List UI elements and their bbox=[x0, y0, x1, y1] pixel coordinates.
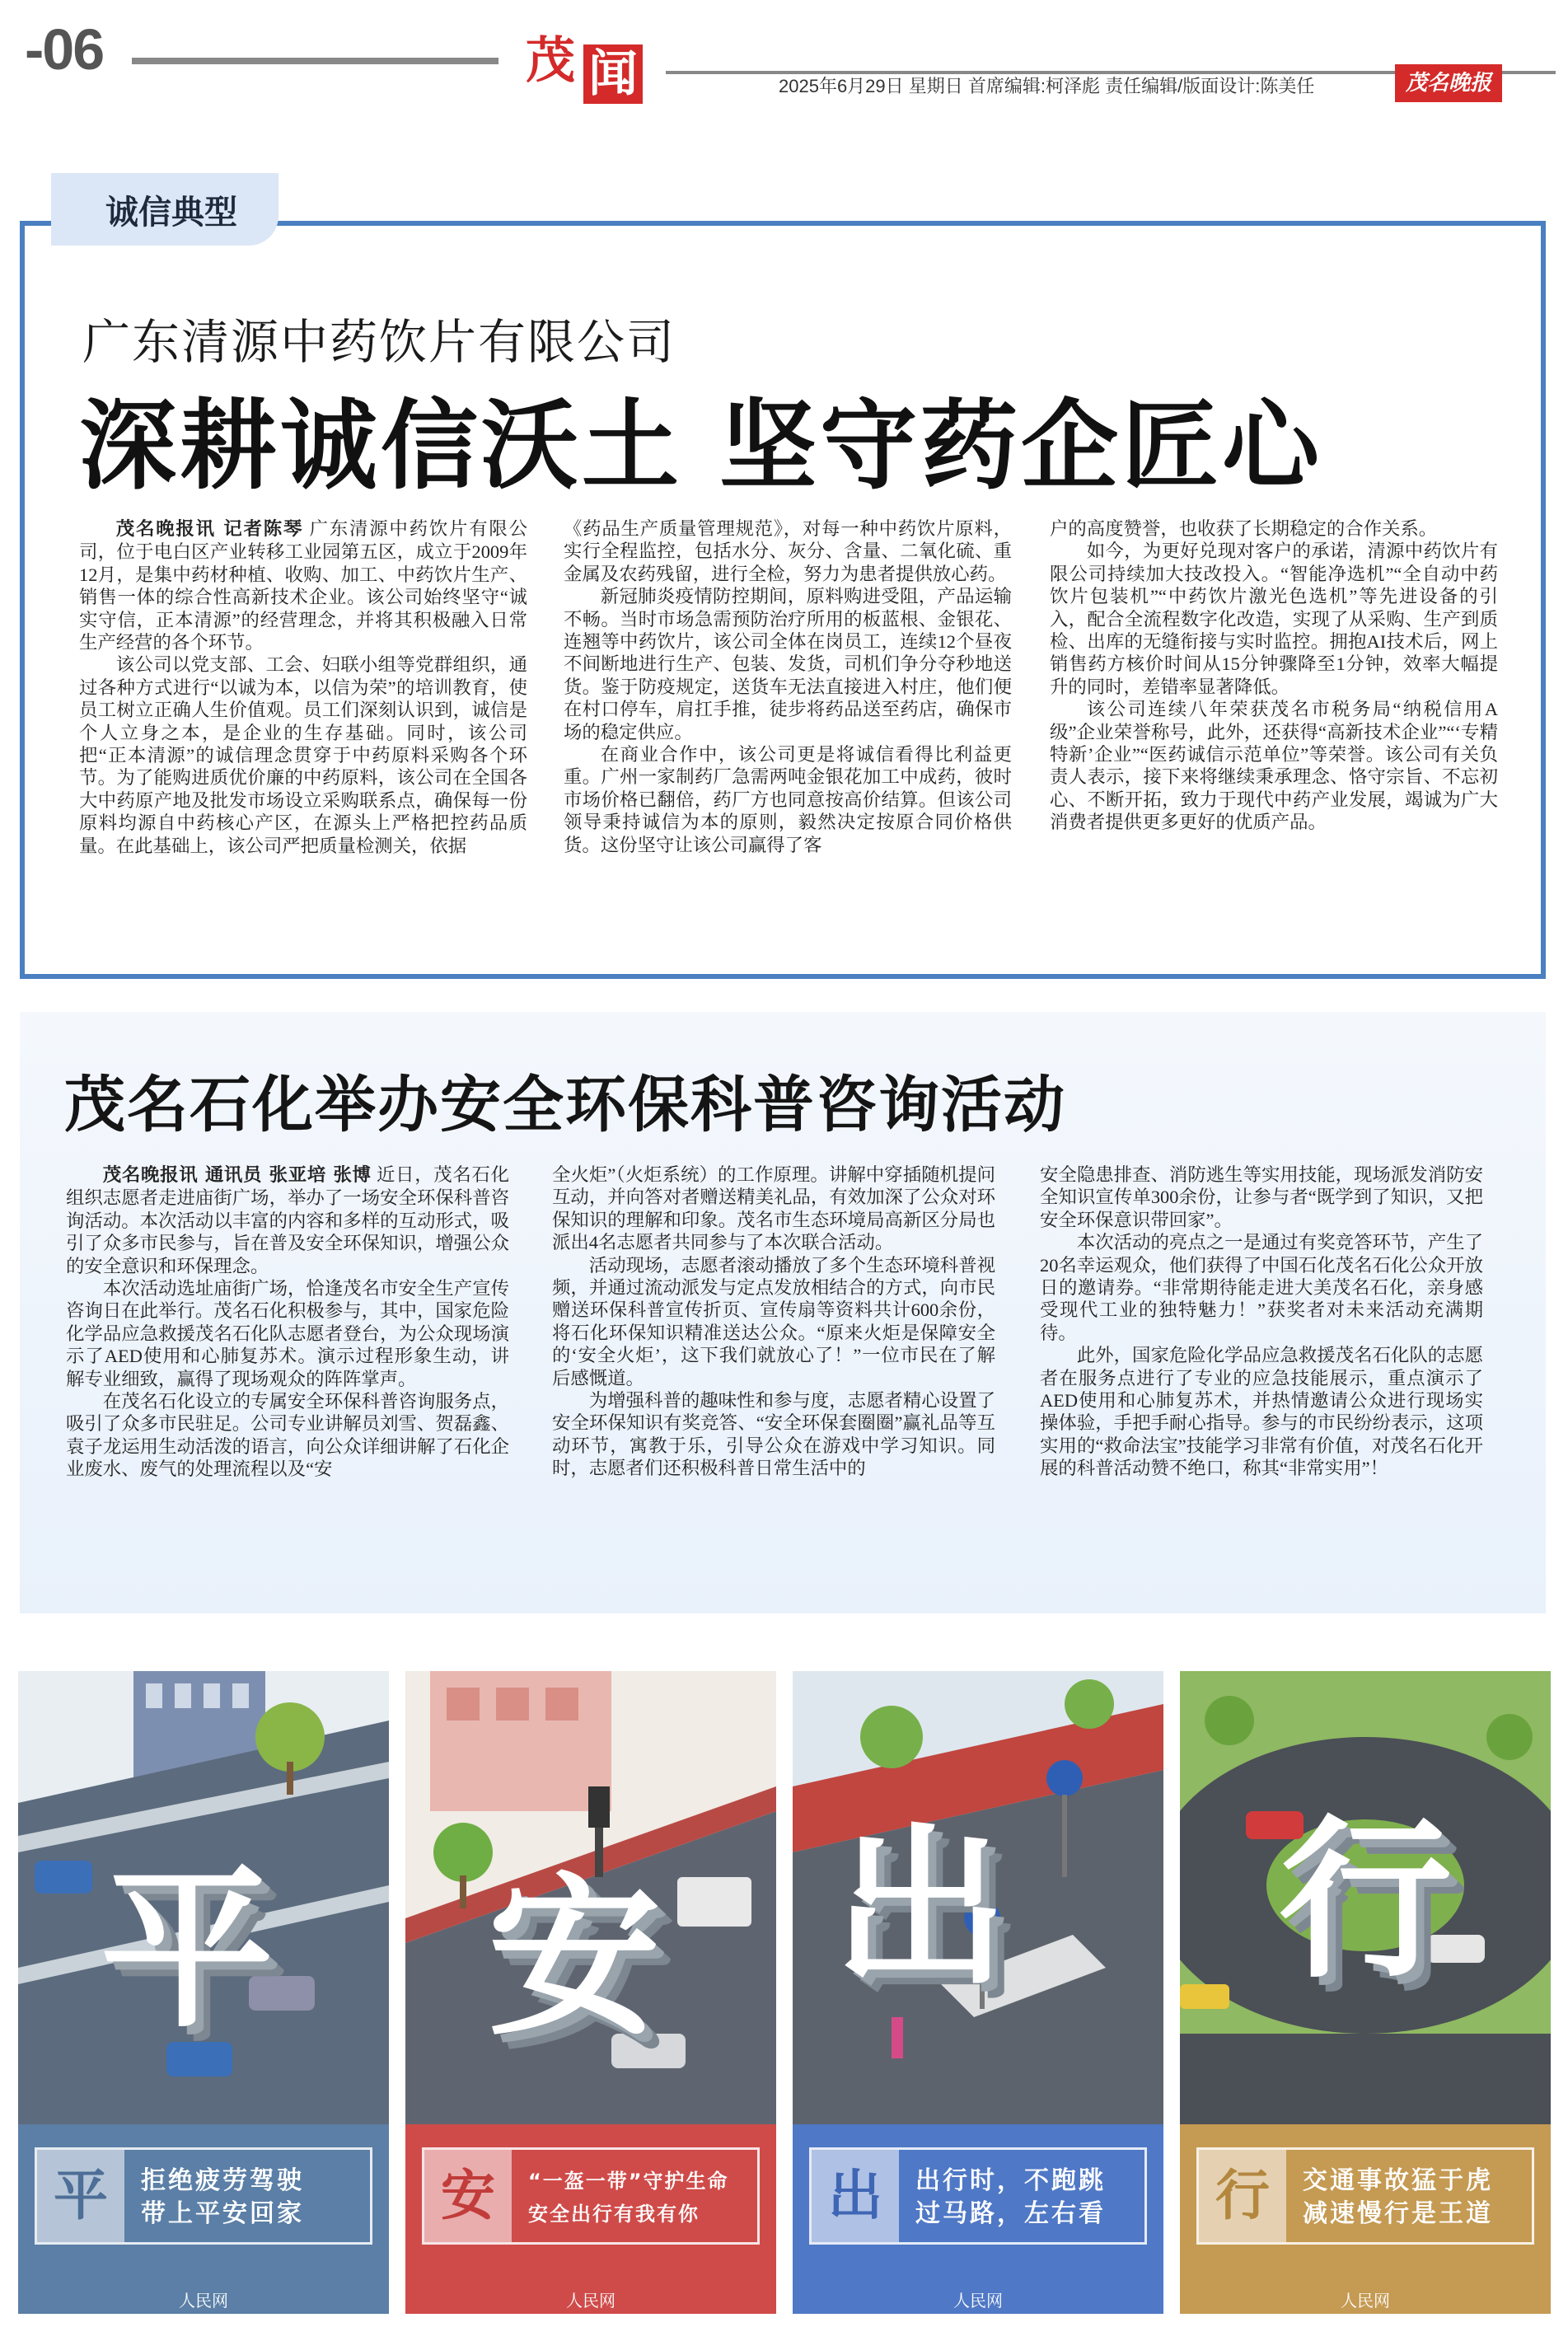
safety-poster-1 bbox=[18, 1671, 389, 2314]
paragraph: 在商业合作中，该公司更是将诚信看得比利益更重。广州一家制药厂急需两吨金银花加工中成药，彼时市场价格已翻倍，药厂方也同意按高价结算。但该公司领导秉持诚信为本的原则，毅然决定按原合同价格供货。这份坚守让该公司赢得了客 bbox=[564, 744, 1012, 855]
article-2-column-3 bbox=[1040, 1164, 1483, 1480]
paragraph: 广东清源中药饮片有限公司，位于电白区产业转移工业园第五区，成立于2009年12月，是集中药材种植、收购、加工、中药饮片生产、销售一体的综合性高新技术企业。该公司始终坚守“诚实守信，正本清源”的经营理念，并将其积极融入日常生产经营的各个环节。 bbox=[79, 518, 528, 653]
article-1-column-2 bbox=[564, 517, 1012, 856]
poster-caption-band bbox=[405, 2124, 776, 2314]
poster-slogan-card bbox=[35, 2147, 372, 2245]
paragraph: 该公司连续八年荣获茂名市税务局“纳税信用A级”企业荣誉称号，此外，还获得“高新技术企业”“‘专精特新’企业”“医药诚信示范单位”等荣誉。该公司有关负责人表示，接下来将继续秉承理念、恪守宗旨、不忘初心、不断开拓，致力于现代中药产业发展，竭诚为广大消费者提供更多更好的优质产品。 bbox=[1050, 699, 1498, 833]
people-daily-logo: 人民网 bbox=[1341, 2292, 1390, 2311]
people-daily-logo: 人民网 bbox=[953, 2292, 1003, 2311]
poster-char: 出 bbox=[812, 2150, 899, 2242]
paragraph: 如今，为更好兑现对客户的承诺，清源中药饮片有限公司持续加大技改投入。“智能净选机”“全自动中药饮片包装机”“中药饮片激光色选机”等先进设备的引入，配合全流程数字化改造，实现了从采购、生产到质检、出库的无缝衔接与实时监控。拥抱AI技术后，网上销售药方核价时间从15分钟骤降至1分钟，效率大幅提升的同时，差错率显著降低。 bbox=[1050, 541, 1498, 697]
poster-slogan bbox=[915, 2165, 1146, 2231]
issue-info: 2025年6月29日 星期日 首席编辑:柯泽彪 责任编辑/版面设计:陈美任 bbox=[779, 76, 1315, 96]
slogan-line-1: “一盔一带”守护生命 bbox=[528, 2170, 729, 2193]
section-char-2: 闻 bbox=[583, 44, 643, 104]
section-name bbox=[521, 26, 646, 105]
column-tag bbox=[51, 173, 278, 246]
poster-caption-band bbox=[1180, 2124, 1551, 2314]
paragraph: 安全隐患排查、消防逃生等实用技能，现场派发消防安全知识宣传单300余份，让参与者“既学到了知识，又把安全环保意识带回家”。 bbox=[1040, 1164, 1483, 1230]
poster-caption-band bbox=[793, 2124, 1163, 2314]
safety-poster-3 bbox=[793, 1671, 1163, 2314]
poster-graphic-char: 出 bbox=[834, 1808, 1008, 2010]
slogan-line-2: 带上平安回家 bbox=[141, 2199, 304, 2228]
slogan-line-1: 交通事故猛于虎 bbox=[1303, 2166, 1493, 2195]
poster-slogan bbox=[141, 2165, 372, 2231]
slogan-line-1: 拒绝疲劳驾驶 bbox=[141, 2166, 304, 2195]
paragraph: 为增强科普的趣味性和参与度，志愿者精心设置了安全环保知识有奖竞答、“安全环保套圈圈”赢礼品等互动环节，寓教于乐，引导公众在游戏中学习知识。同时，志愿者们还积极科普日常生活中的 bbox=[552, 1390, 995, 1479]
paragraph: 户的高度赞誉，也收获了长期稳定的合作关系。 bbox=[1050, 518, 1438, 539]
article-1-byline: 茂名晚报讯 记者陈琴 bbox=[115, 518, 304, 540]
article-2-column-2 bbox=[552, 1164, 995, 1480]
slogan-line-2: 过马路，左右看 bbox=[915, 2199, 1106, 2228]
slogan-line-1: 出行时，不跑跳 bbox=[915, 2166, 1106, 2195]
safety-poster-4 bbox=[1180, 1671, 1551, 2314]
section-char-1: 茂 bbox=[526, 32, 575, 90]
poster-slogan bbox=[1303, 2165, 1533, 2231]
paragraph: 新冠肺炎疫情防控期间，原料购进受阻，产品运输不畅。当时市场急需预防治疗所用的板蓝根、金银花、连翘等中药饮片，该公司全体在岗员工，连续12个昼夜不间断地进行生产、包装、发货，司机们争分夺秒地送货。鉴于防疫规定，送货车无法直接进入村庄，他们便在村口停车，肩扛手推，徒步将药品送至药店，确保市场的稳定供应。 bbox=[564, 586, 1012, 742]
people-daily-logo: 人民网 bbox=[566, 2292, 615, 2311]
masthead-logo: 茂名晚报 bbox=[1395, 64, 1502, 102]
article-2-column-1 bbox=[66, 1164, 509, 1481]
paragraph: 本次活动选址庙街广场，恰逢茂名市安全生产宣传咨询日在此举行。茂名石化积极参与，其中，国家危险化学品应急救援茂名石化队志愿者登台，为公众现场演示了AED使用和心肺复苏术。演示过程形象生动，讲解专业细致，赢得了现场观众的阵阵掌声。 bbox=[66, 1278, 509, 1389]
slogan-line-2: 安全出行有我有你 bbox=[528, 2203, 700, 2226]
slogan-line-2: 减速慢行是王道 bbox=[1303, 2199, 1493, 2228]
column-tag-label: 诚信典型 bbox=[105, 194, 237, 232]
poster-slogan-card bbox=[1196, 2147, 1534, 2245]
poster-char: 安 bbox=[424, 2150, 512, 2242]
poster-slogan-card bbox=[809, 2147, 1147, 2245]
people-daily-logo: 人民网 bbox=[179, 2292, 228, 2311]
paragraph: 在茂名石化设立的专属安全环保科普咨询服务点，吸引了众多市民驻足。公司专业讲解员刘雪、贺磊鑫、袁子龙运用生动活泼的语言，向公众详细讲解了石化企业废水、废气的处理流程以及“安 bbox=[66, 1391, 509, 1480]
page-header bbox=[0, 0, 1568, 115]
paragraph: 此外，国家危险化学品应急救援茂名石化队的志愿者在服务点进行了专业的应急技能展示，重点演示了AED使用和心肺复苏术，并热情邀请公众进行现场实操体验，手把手耐心指导。参与的市民纷纷表示，这项实用的“救命法宝”技能学习非常有价值，对茂名石化开展的科普活动赞不绝口，称其“非常实用”！ bbox=[1040, 1345, 1483, 1479]
poster-graphic-char: 平 bbox=[101, 1849, 274, 2051]
poster-graphic-char: 行 bbox=[1279, 1800, 1453, 2002]
article-1-column-3 bbox=[1050, 517, 1498, 834]
article-1-column-1 bbox=[79, 517, 527, 857]
poster-caption-band bbox=[18, 2124, 389, 2314]
paragraph: 活动现场，志愿者滚动播放了多个生态环境科普视频，并通过流动派发与定点发放相结合的方式，向市民赠送环保科普宣传折页、宣传扇等资料共计600余份，将石化环保知识精准送达公众。“原来火炬是保障安全的‘安全火炬’，这下我们就放心了！”一位市民在了解后感慨道。 bbox=[552, 1254, 995, 1388]
poster-slogan-card bbox=[422, 2147, 760, 2245]
poster-graphic-char: 安 bbox=[488, 1857, 662, 2059]
paragraph: 本次活动的亮点之一是通过有奖竞答环节，产生了20名幸运观众，他们获得了中国石化茂名石化公众开放日的邀请券。“非常期待能走进大美茂名石化，亲身感受现代工业的独特魅力！”获奖者对未来活动充满期待。 bbox=[1040, 1232, 1483, 1343]
paragraph: 该公司以党支部、工会、妇联小组等党群组织，通过各种方式进行“以诚为本，以信为荣”的培训教育，使员工树立正确人生价值观。员工们深刻认识到，诚信是个人立身之本，是企业的生存基础。同时，该公司把“正本清源”的诚信理念贯穿于中药原料采购各个环节。为了能购进质优价廉的中药原料，该公司在全国各大中药原产地及批发市场设立采购联系点，确保每一份原料均源自中药核心产区，在源头上严格把控药品质量。在此基础上，该公司严把质量检测关，依据 bbox=[79, 654, 527, 856]
page-number: -06 bbox=[25, 17, 104, 82]
article-2-byline: 茂名晚报讯 通讯员 张亚培 张博 bbox=[102, 1164, 372, 1186]
paragraph: 《药品生产质量管理规范》，对每一种中药饮片原料，实行全程监控，包括水分、灰分、含量、二氧化硫、重金属及农药残留，进行全检，努力为患者提供放心药。 bbox=[564, 518, 1012, 584]
article-1-headline: 深耕诚信沃土 坚守药企匠心 bbox=[79, 389, 1323, 503]
poster-slogan bbox=[528, 2165, 759, 2231]
article-1-subtitle: 广东清源中药饮片有限公司 bbox=[82, 314, 676, 370]
header-rule bbox=[132, 58, 498, 64]
paragraph: 全火炬”（火炬系统）的工作原理。讲解中穿插随机提问互动，并向答对者赠送精美礼品，有效加深了公众对环保知识的理解和印象。茂名市生态环境局高新区分局也派出4名志愿者共同参与了本次联合活动。 bbox=[552, 1164, 995, 1253]
safety-poster-2 bbox=[405, 1671, 776, 2314]
poster-char: 平 bbox=[37, 2150, 124, 2242]
article-2-headline: 茂名石化举办安全环保科普咨询活动 bbox=[64, 1070, 1066, 1140]
paragraph: 近日，茂名石化组织志愿者走进庙街广场，举办了一场安全环保科普咨询活动。本次活动以丰富的内容和多样的互动形式，吸引了众多市民参与，旨在普及安全环保知识，增强公众的安全意识和环保理念。 bbox=[66, 1164, 509, 1276]
poster-char: 行 bbox=[1199, 2150, 1286, 2242]
